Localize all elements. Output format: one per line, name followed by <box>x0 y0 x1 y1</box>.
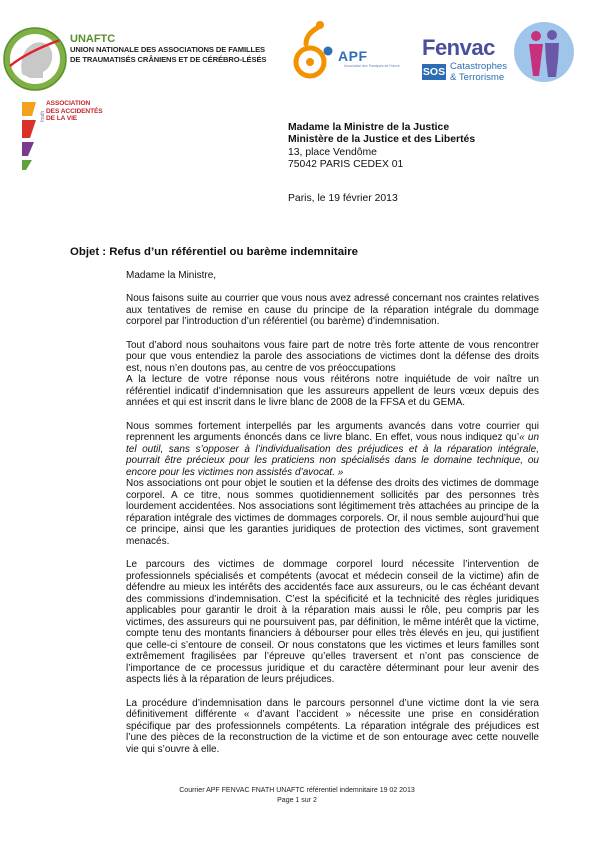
unaftc-logo <box>2 26 68 92</box>
letter-body <box>126 270 539 755</box>
aav-side-text: fnath <box>40 110 46 122</box>
fenvac-name: Fenvac <box>422 35 495 60</box>
sos-badge: SOS <box>422 66 446 78</box>
aav-name: ASSOCIATION DES ACCIDENTÉS DE LA VIE <box>46 100 103 123</box>
fenvac-subtitle-line1: Catastrophes <box>450 61 508 72</box>
paragraph-4 <box>126 421 539 479</box>
salutation: Madame la Ministre, <box>126 270 217 281</box>
paragraph-7: La procédure d’indemnisation dans le parcours personnel d’une victime dont la vie sera définitivement différente « d’avant l’accident » nécessite une prise en considération spécifique par des professionnels compétents. La réparation intégrale des préjudices est l’une des pièces de la reconstruction de la victime et de son entourage avec cette nouvelle vie qui s’ouvre à elle. <box>126 697 539 755</box>
page-number: Page 1 sur 2 <box>277 797 317 804</box>
recipient-address <box>288 122 475 172</box>
paragraph-6: Le parcours des victimes de dommage corporel lourd nécessite l’intervention de professionnels spécialisés et compétents (avocat et médecin conseil de la victime) afin de défendre au mieux les intérêts des accidentés face aux assureurs, ou le cas échéant devant des commissions d’indemnisation. C’est la spécificité et la technicité des règles juridiques applicables pour garantir le droit à la réparation mais aussi le rôle, peu compris par les victimes, des assureurs qui ne poursuivent pas, par définition, le même intérêt que la victime, compte tenu des montants financiers à débourser pour elles très élevés en jeu, qui justifient que celle-ci s’entoure de conseil. Or nous constatons que les victimes et leurs familles sont extrêmement fragilisées par l’épreuve qu’elles traversent et n’ont pas conscience de l’importance de ce processus juridique et du caractère déterminant pour leur avenir des aspects liés à la réparation de leurs préjudices. <box>126 559 539 685</box>
fenvac-people-emblem <box>512 20 576 84</box>
subject-line: Objet : Refus d’un référentiel ou barème indemnitaire <box>70 246 358 258</box>
fenvac-subtitle-line2: & Terrorisme <box>450 72 505 83</box>
paragraph-1: Nous faisons suite au courrier que vous nous avez adressé concernant nos craintes relatives aux tentatives de remise en cause du principe de la réparation intégrale du dommage corporel par l’introduction d’un référentiel (ou barème) d’indemnisation. <box>126 293 539 327</box>
footer-reference: Courrier APF FENVAC FNATH UNAFTC référentiel indemnitaire 19 02 2013 <box>179 787 415 794</box>
apf-tagline: Association des Paralysés de France <box>344 64 400 68</box>
apf-name: APF <box>338 48 368 64</box>
paragraph-4-text: Nous sommes fortement interpellés par les arguments avancés dans votre courrier qui reprennent les arguments énoncés dans ce livre blanc. En effet, vous nous indiquez qu’ <box>126 420 539 443</box>
paragraph-2: Tout d’abord nous souhaitons vous faire part de notre très forte attente de vous rencontrer pour que vous entendiez la parole des associations de victimes dont la défense des droits est, nous n’en doutons pas, au centre de vos préoccupations <box>126 339 539 374</box>
paragraph-5: Nos associations ont pour objet le soutien et la défense des droits des victimes de dommage corporel. A ce titre, nous sommes quotidiennement sollicités par des personnes très lourdement accidentées. Nos associations sont légitimement très attachées au principe de la réparation intégrale des victimes de dommages corporels. Or, il nous semble aujourd’hui que ce principe, ainsi que les garanties juridiques de protection des victimes, sont gravement menacés. <box>126 478 539 547</box>
paragraph-4-quote: « un tel outil, sans s’opposer à l’individualisation des préjudices et à la réparation intégrale, pourrait être précieux pour les praticiens non spécialisés dans le domaine technique, ou encore pour les victimes non assistés d’avocat. » <box>126 432 540 478</box>
recipient-line2: Ministère de la Justice et des Libertés <box>288 134 476 146</box>
recipient-line1: Madame la Ministre de la Justice <box>288 122 450 133</box>
unaftc-fullname-line2: DE TRAUMATISÉS CRÂNIENS ET DE CÉRÉBRO-LÉSÉS <box>70 55 267 64</box>
date-line: Paris, le 19 février 2013 <box>288 193 398 204</box>
recipient-line4: 75042 PARIS CEDEX 01 <box>288 159 404 171</box>
unaftc-fullname-line1: UNION NATIONALE DES ASSOCIATIONS DE FAMILLES <box>70 45 266 54</box>
recipient-line3: 13, place Vendôme <box>288 146 377 158</box>
paragraph-3: A la lecture de votre réponse nous vous réitérons notre inquiétude de voir naître un référentiel indicatif d’indemnisation que les assureurs appellent de leurs vœux depuis des années et qui est inscrit dans le livre blanc de 2008 de la FFSA et du GEMA. <box>126 374 539 408</box>
unaftc-name: UNAFTC <box>70 33 116 45</box>
